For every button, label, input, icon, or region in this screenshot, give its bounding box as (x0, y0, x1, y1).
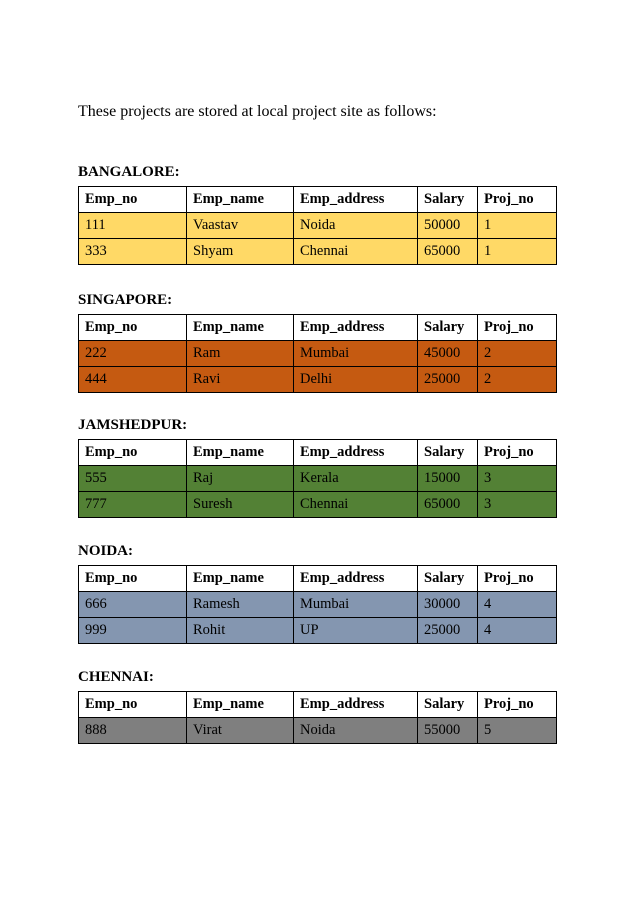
table-row (79, 592, 557, 618)
site-title: BANGALORE: (78, 164, 180, 180)
cell-emp-address: UP (294, 618, 418, 644)
table-header-row (79, 187, 557, 213)
header-salary: Salary (418, 566, 478, 592)
cell-emp-name: Ravi (187, 367, 294, 393)
header-proj-no: Proj_no (478, 187, 557, 213)
cell-proj-no: 4 (478, 592, 557, 618)
header-proj-no: Proj_no (478, 566, 557, 592)
header-emp-name: Emp_name (187, 315, 294, 341)
cell-emp-no: 555 (79, 466, 187, 492)
header-emp-address: Emp_address (294, 187, 418, 213)
cell-emp-name: Ram (187, 341, 294, 367)
cell-proj-no: 5 (478, 718, 557, 744)
header-emp-no: Emp_no (79, 692, 187, 718)
cell-proj-no: 2 (478, 341, 557, 367)
header-emp-name: Emp_name (187, 187, 294, 213)
header-proj-no: Proj_no (478, 315, 557, 341)
table-row (79, 367, 557, 393)
cell-emp-no: 777 (79, 492, 187, 518)
cell-emp-address: Mumbai (294, 341, 418, 367)
employee-table (78, 314, 557, 393)
employee-table (78, 439, 557, 518)
cell-proj-no: 1 (478, 213, 557, 239)
site-title: NOIDA: (78, 543, 133, 559)
header-salary: Salary (418, 315, 478, 341)
header-emp-no: Emp_no (79, 315, 187, 341)
table-header-row (79, 440, 557, 466)
cell-emp-no: 888 (79, 718, 187, 744)
header-emp-name: Emp_name (187, 692, 294, 718)
cell-salary: 30000 (418, 592, 478, 618)
table-header-row (79, 566, 557, 592)
site-section-chennai (78, 667, 556, 744)
header-emp-address: Emp_address (294, 315, 418, 341)
header-emp-address: Emp_address (294, 692, 418, 718)
site-section-bangalore (78, 162, 556, 265)
cell-salary: 50000 (418, 213, 478, 239)
cell-proj-no: 3 (478, 466, 557, 492)
cell-emp-address: Chennai (294, 239, 418, 265)
cell-emp-no: 222 (79, 341, 187, 367)
cell-emp-name: Rohit (187, 618, 294, 644)
cell-salary: 45000 (418, 341, 478, 367)
cell-emp-name: Shyam (187, 239, 294, 265)
table-row (79, 213, 557, 239)
cell-emp-name: Raj (187, 466, 294, 492)
site-section-noida (78, 541, 556, 644)
table-row (79, 341, 557, 367)
cell-emp-address: Kerala (294, 466, 418, 492)
cell-salary: 65000 (418, 492, 478, 518)
header-emp-name: Emp_name (187, 440, 294, 466)
employee-table (78, 565, 557, 644)
header-emp-no: Emp_no (79, 187, 187, 213)
cell-emp-address: Chennai (294, 492, 418, 518)
cell-emp-address: Noida (294, 213, 418, 239)
cell-emp-name: Vaastav (187, 213, 294, 239)
header-salary: Salary (418, 692, 478, 718)
header-emp-address: Emp_address (294, 440, 418, 466)
header-emp-no: Emp_no (79, 440, 187, 466)
cell-emp-no: 111 (79, 213, 187, 239)
cell-emp-address: Delhi (294, 367, 418, 393)
header-proj-no: Proj_no (478, 692, 557, 718)
site-title: JAMSHEDPUR: (78, 417, 188, 433)
table-header-row (79, 315, 557, 341)
table-row (79, 492, 557, 518)
cell-emp-address: Noida (294, 718, 418, 744)
cell-salary: 55000 (418, 718, 478, 744)
cell-emp-no: 444 (79, 367, 187, 393)
header-emp-no: Emp_no (79, 566, 187, 592)
cell-salary: 15000 (418, 466, 478, 492)
header-salary: Salary (418, 440, 478, 466)
cell-emp-address: Mumbai (294, 592, 418, 618)
header-emp-address: Emp_address (294, 566, 418, 592)
site-section-jamshedpur (78, 415, 556, 518)
cell-emp-no: 666 (79, 592, 187, 618)
table-header-row (79, 692, 557, 718)
cell-proj-no: 3 (478, 492, 557, 518)
employee-table (78, 691, 557, 744)
site-title: SINGAPORE: (78, 292, 173, 308)
cell-proj-no: 1 (478, 239, 557, 265)
header-proj-no: Proj_no (478, 440, 557, 466)
cell-emp-name: Virat (187, 718, 294, 744)
cell-emp-no: 333 (79, 239, 187, 265)
header-salary: Salary (418, 187, 478, 213)
header-emp-name: Emp_name (187, 566, 294, 592)
intro-paragraph: These projects are stored at local project site as follows: (78, 103, 437, 120)
table-row (79, 618, 557, 644)
cell-proj-no: 4 (478, 618, 557, 644)
site-title: CHENNAI: (78, 669, 154, 685)
table-row (79, 239, 557, 265)
cell-salary: 25000 (418, 618, 478, 644)
site-section-singapore (78, 290, 556, 393)
employee-table (78, 186, 557, 265)
cell-proj-no: 2 (478, 367, 557, 393)
table-row (79, 718, 557, 744)
table-row (79, 466, 557, 492)
cell-salary: 65000 (418, 239, 478, 265)
cell-emp-name: Ramesh (187, 592, 294, 618)
cell-emp-name: Suresh (187, 492, 294, 518)
cell-emp-no: 999 (79, 618, 187, 644)
cell-salary: 25000 (418, 367, 478, 393)
